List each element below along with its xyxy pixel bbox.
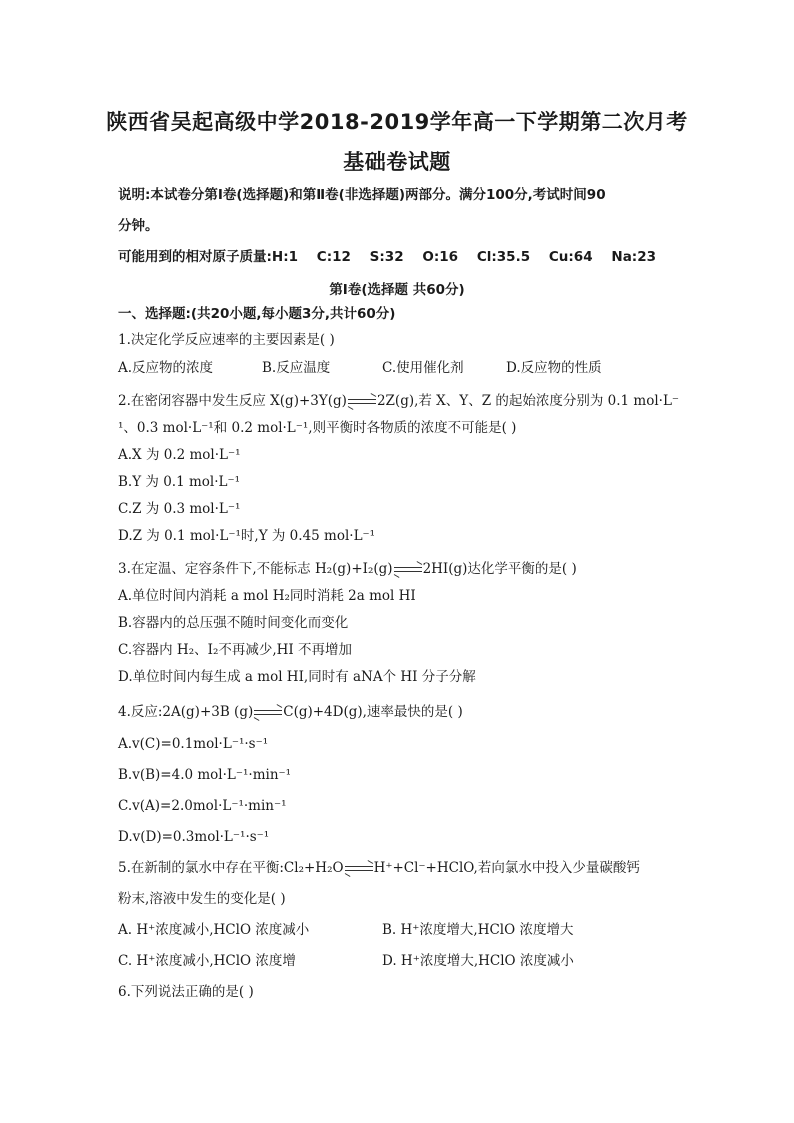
part-heading: 一、选择题:(共20小题,每小题3分,共计60分) [118,306,396,322]
question-4-option-b: B.v(B)=4.0 mol·L⁻¹·min⁻¹ [118,767,292,783]
question-5-option-d: D. H⁺浓度增大,HClO 浓度减小 [382,953,574,969]
question-4-option-d: D.v(D)=0.3mol·L⁻¹·s⁻¹ [118,829,270,845]
question-6-stem: 6.下列说法正确的是( ) [118,984,254,1000]
question-3-stem-post: 2HI(g)达化学平衡的是( ) [422,561,577,577]
question-5-option-b: B. H⁺浓度增大,HClO 浓度增大 [382,922,574,938]
atomic-masses: 可能用到的相对原子质量:H:1 C:12 S:32 O:16 Cl:35.5 Cu:64 Na:23 [118,249,656,265]
question-2-stem-line2: ¹、0.3 mol·L⁻¹和 0.2 mol·L⁻¹,则平衡时各物质的浓度不可能是( ) [118,420,517,436]
question-4-option-c: C.v(A)=2.0mol·L⁻¹·min⁻¹ [118,798,287,814]
question-4-stem-pre: 4.反应:2A(g)+3B (g) [118,704,254,720]
question-1-option-c: C.使用催化剂 [382,360,464,376]
question-4-option-a: A.v(C)=0.1mol·L⁻¹·s⁻¹ [118,736,269,752]
question-1-option-b: B.反应温度 [262,360,331,376]
question-3-option-b: B.容器内的总压强不随时间变化而变化 [118,615,349,631]
question-2-stem [118,392,688,410]
question-3-stem [118,560,688,578]
equilibrium-arrow-icon [345,864,373,874]
question-2-stem-pre: 2.在密闭容器中发生反应 X(g)+3Y(g) [118,393,347,409]
question-4-stem-post: C(g)+4D(g),速率最快的是( ) [283,704,463,720]
equilibrium-arrow-icon [254,708,282,718]
question-3-stem-pre: 3.在定温、定容条件下,不能标志 H₂(g)+I₂(g) [118,561,393,577]
instructions-line2: 分钟。 [118,218,159,234]
section-heading: 第Ⅰ卷(选择题 共60分) [329,282,465,298]
equilibrium-arrow-icon [394,565,422,575]
question-5-stem-post: H⁺+Cl⁻+HClO,若向氯水中投入少量碳酸钙 [373,860,640,876]
question-3-option-a: A.单位时间内消耗 a mol H₂同时消耗 2a mol HI [118,588,416,604]
question-5-option-c: C. H⁺浓度减小,HClO 浓度增 [118,953,296,969]
exam-title-line2: 基础卷试题 [343,150,451,174]
question-2-option-b: B.Y 为 0.1 mol·L⁻¹ [118,474,241,490]
question-1-option-d: D.反应物的性质 [506,360,602,376]
question-2-option-d: D.Z 为 0.1 mol·L⁻¹时,Y 为 0.45 mol·L⁻¹ [118,528,376,544]
equilibrium-arrow-icon [348,397,376,407]
exam-title-line1: 陕西省吴起高级中学2018-2019学年高一下学期第二次月考 [106,110,688,134]
instructions-line1: 说明:本试卷分第Ⅰ卷(选择题)和第Ⅱ卷(非选择题)两部分。满分100分,考试时间90 [118,187,606,203]
question-2-stem-post: 2Z(g),若 X、Y、Z 的起始浓度分别为 0.1 mol·L⁻ [376,393,680,409]
question-1-option-a: A.反应物的浓度 [118,360,214,376]
question-5-stem-pre: 5.在新制的氯水中存在平衡:Cl₂+H₂O [118,860,344,876]
question-2-option-a: A.X 为 0.2 mol·L⁻¹ [118,447,241,463]
question-1-stem: 1.决定化学反应速率的主要因素是( ) [118,332,335,348]
question-3-option-c: C.容器内 H₂、I₂不再减少,HI 不再增加 [118,642,353,658]
question-4-stem [118,703,688,721]
question-5-stem-line2: 粉末,溶液中发生的变化是( ) [118,891,286,907]
question-3-option-d: D.单位时间内每生成 a mol HI,同时有 aNA个 HI 分子分解 [118,669,476,685]
question-5-option-a: A. H⁺浓度减小,HClO 浓度减小 [118,922,310,938]
question-5-stem [118,859,688,877]
question-2-option-c: C.Z 为 0.3 mol·L⁻¹ [118,501,241,517]
